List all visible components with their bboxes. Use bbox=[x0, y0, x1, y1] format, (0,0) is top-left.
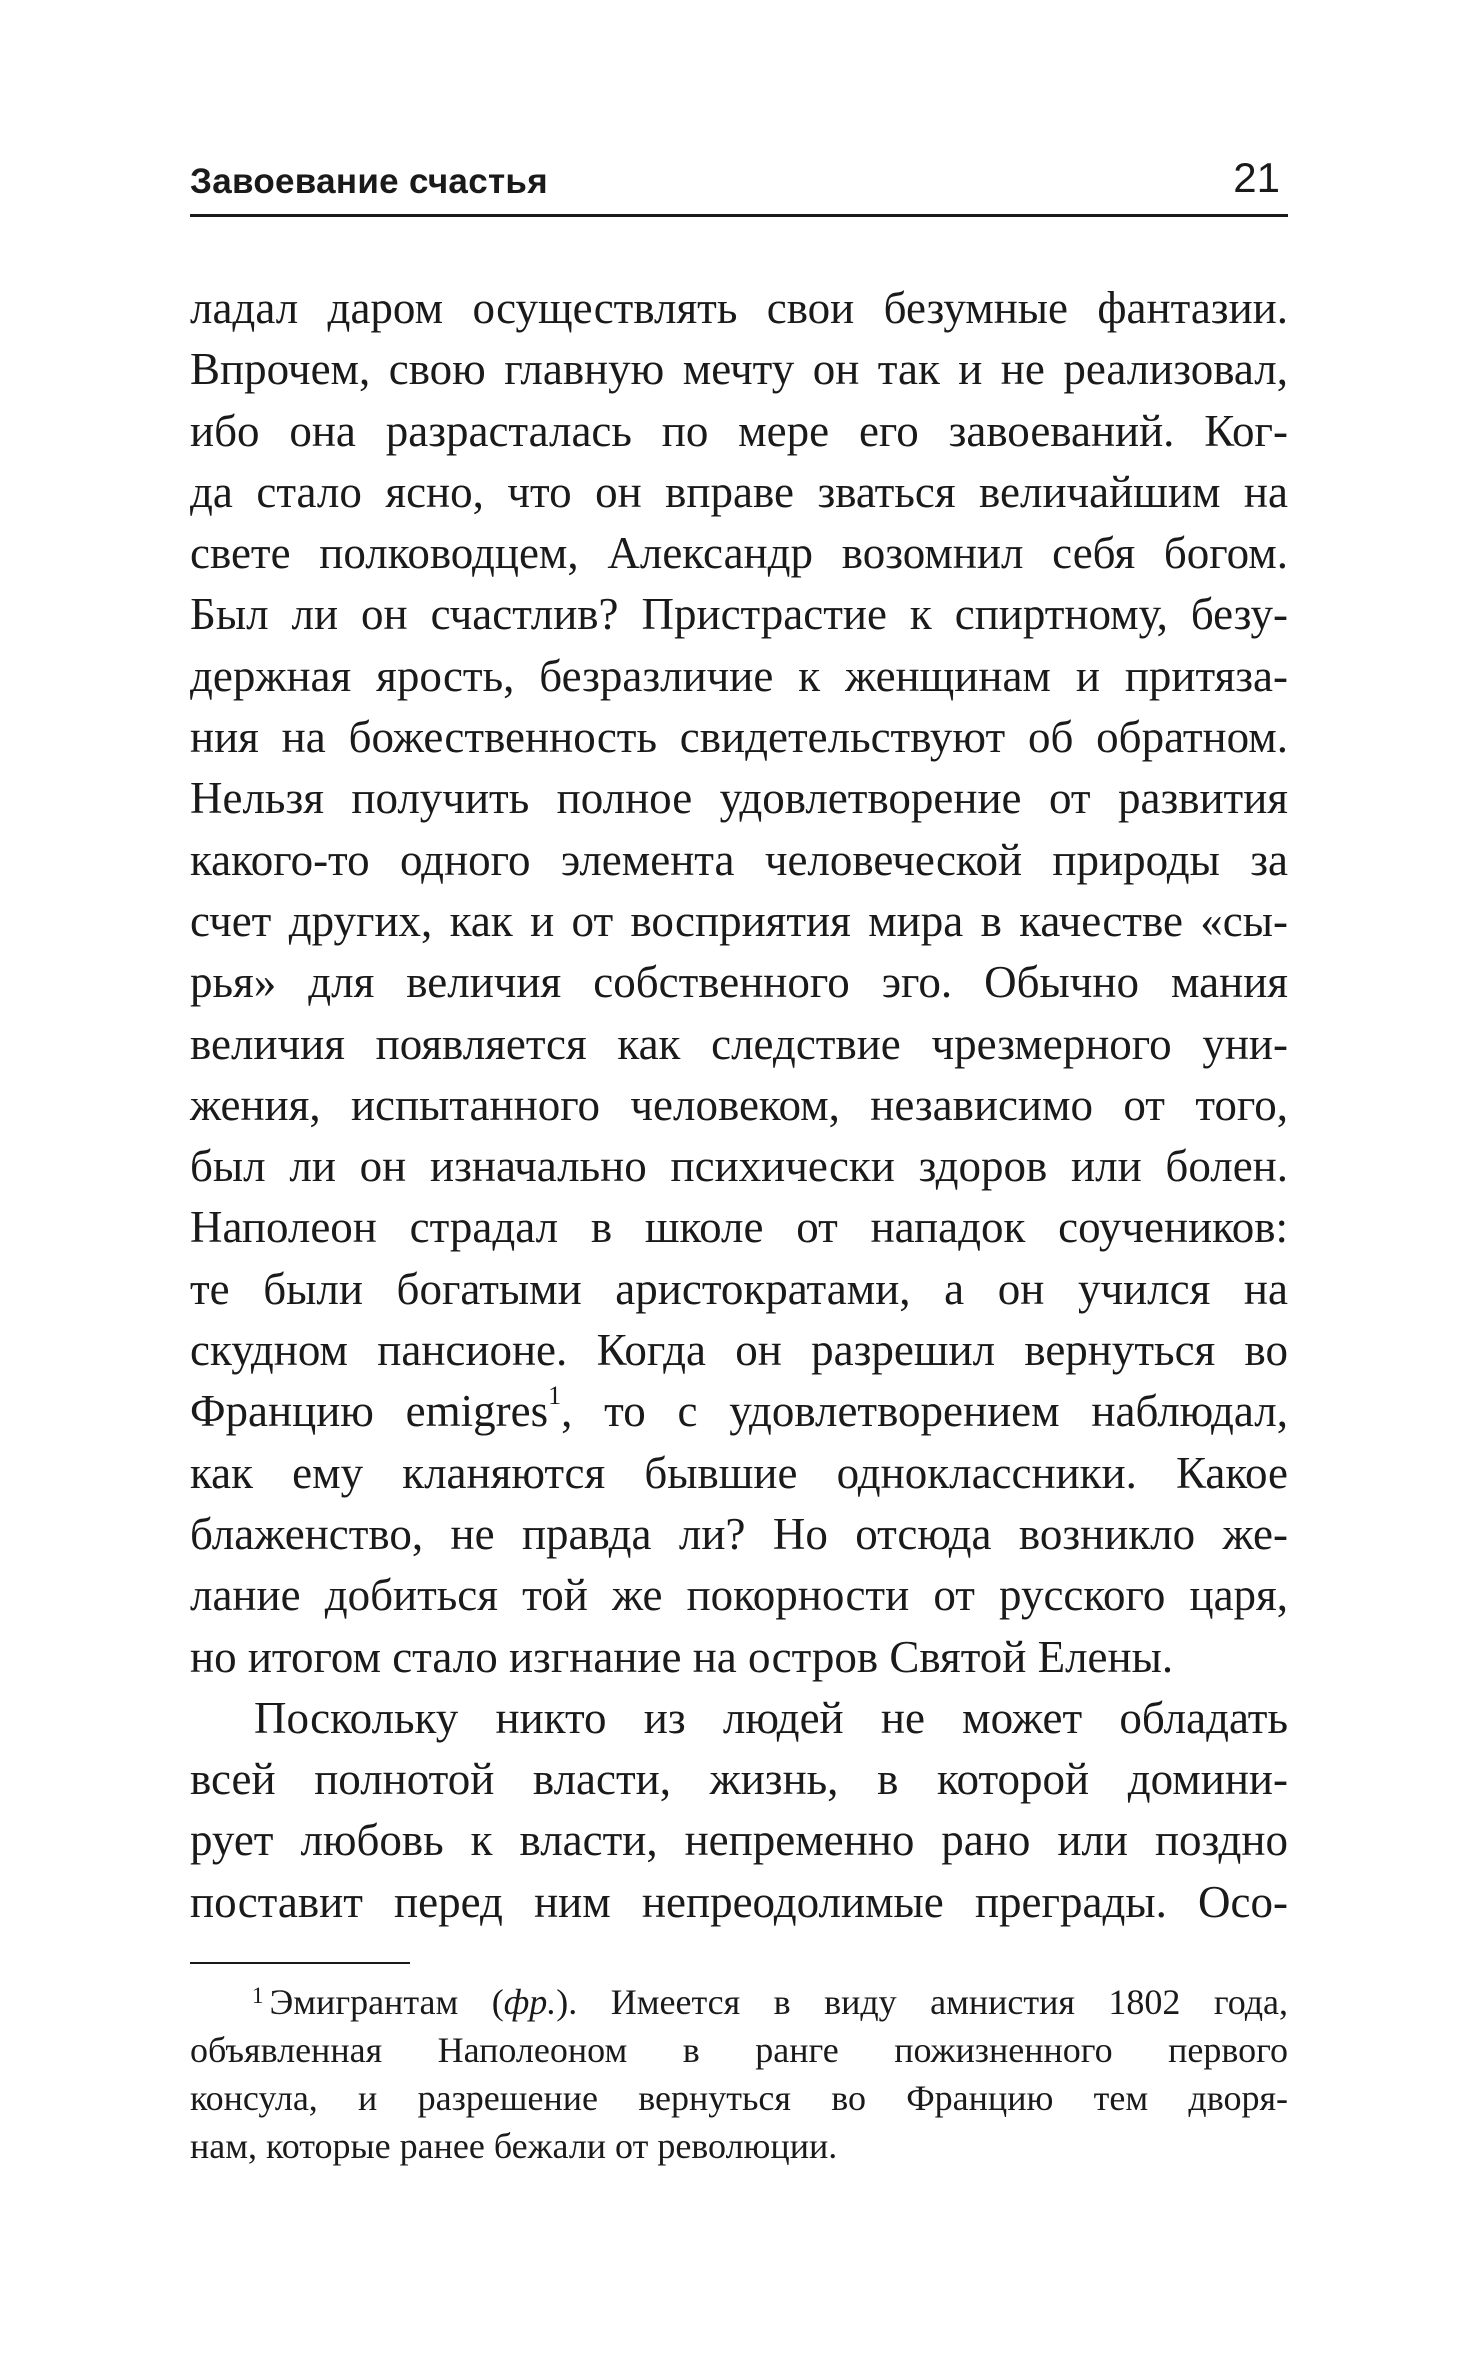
text-segment: Францию emigres bbox=[190, 1386, 549, 1437]
text-line: держная ярость, безразличие к женщинам и притяза- bbox=[190, 650, 1288, 701]
text-line: Был ли он счастлив? Пристрастие к спиртному, безу- bbox=[190, 589, 1288, 640]
main-text bbox=[190, 278, 1288, 1933]
text-line: те были богатыми аристократами, а он учился на bbox=[190, 1263, 1288, 1314]
text-line: ладал даром осуществлять свои безумные фантазии. bbox=[190, 283, 1288, 333]
text-line: как ему кланяются бывшие одноклассники. Какое bbox=[190, 1447, 1288, 1498]
running-header bbox=[190, 150, 1288, 217]
text-line: жения, испытанного человеком, независимо от того, bbox=[190, 1079, 1288, 1130]
text-line: лание добиться той же покорности от русского царя, bbox=[190, 1570, 1288, 1621]
text-line: счет других, как и от восприятия мира в качестве «сы- bbox=[190, 895, 1288, 946]
footnote bbox=[190, 1978, 1288, 2170]
page-number: 21 bbox=[1233, 154, 1280, 201]
text-line: Нельзя получить полное удовлетворение от развития bbox=[190, 773, 1288, 824]
text-segment: ). Имеется в виду амнистия 1802 года, bbox=[556, 1982, 1288, 2022]
text-line: ния на божественность свидетельствуют об обратном. bbox=[190, 712, 1288, 763]
text-line: да стало ясно, что он вправе зваться величайшим на bbox=[190, 466, 1288, 517]
text-line: Поскольку никто из людей не может обладать bbox=[254, 1692, 1288, 1743]
paragraph bbox=[190, 278, 1288, 1688]
text-line: всей полнотой власти, жизнь, в которой домини- bbox=[190, 1754, 1288, 1805]
footnote-marker: 1 bbox=[548, 1381, 562, 1411]
footnote-line: нам, которые ранее бежали от революции. bbox=[190, 2126, 838, 2166]
text-line: какого-то одного элемента человеческой природы за bbox=[190, 834, 1288, 885]
text-line: но итогом стало изгнание на остров Святой Елены. bbox=[190, 1631, 1174, 1682]
footnote-line: объявленная Наполеоном в ранге пожизненного первого bbox=[190, 2030, 1288, 2070]
text-segment: Эмигрантам ( bbox=[269, 1982, 504, 2022]
paragraph bbox=[190, 1688, 1288, 1933]
footnote-line bbox=[190, 1978, 1288, 2026]
text-line: рует любовь к власти, непременно рано или поздно bbox=[190, 1815, 1288, 1866]
text-line: величия появляется как следствие чрезмерного уни- bbox=[190, 1018, 1288, 1069]
text-line: свете полководцем, Александр возомнил себя богом. bbox=[190, 528, 1288, 579]
text-line: Наполеон страдал в школе от нападок соучеников: bbox=[190, 1202, 1288, 1253]
text-line: ибо она разрасталась по мере его завоеваний. Ког- bbox=[190, 405, 1288, 456]
footnote-line: консула, и разрешение вернуться во Францию тем дворя- bbox=[190, 2078, 1288, 2118]
footnote-abbreviation: фр. bbox=[503, 1982, 557, 2022]
text-line: скудном пансионе. Когда он разрешил вернуться во bbox=[190, 1325, 1288, 1376]
text-line: поставит перед ним непреодолимые преграды. Осо- bbox=[190, 1876, 1288, 1927]
text-line: блаженство, не правда ли? Но отсюда возникло же- bbox=[190, 1508, 1288, 1559]
text-line: был ли он изначально психически здоров или болен. bbox=[190, 1141, 1288, 1192]
text-line: Впрочем, свою главную мечту он так и не реализовал, bbox=[190, 344, 1288, 395]
text-line-with-footnote bbox=[190, 1381, 1288, 1442]
text-segment: , то с удовлетворением наблюдал, bbox=[561, 1386, 1288, 1437]
footnote-number: 1 bbox=[252, 1983, 264, 2008]
footnote-separator bbox=[190, 1962, 410, 1964]
text-line: рья» для величия собственного эго. Обычно мания bbox=[190, 957, 1288, 1008]
running-title: Завоевание счастья bbox=[190, 162, 548, 201]
